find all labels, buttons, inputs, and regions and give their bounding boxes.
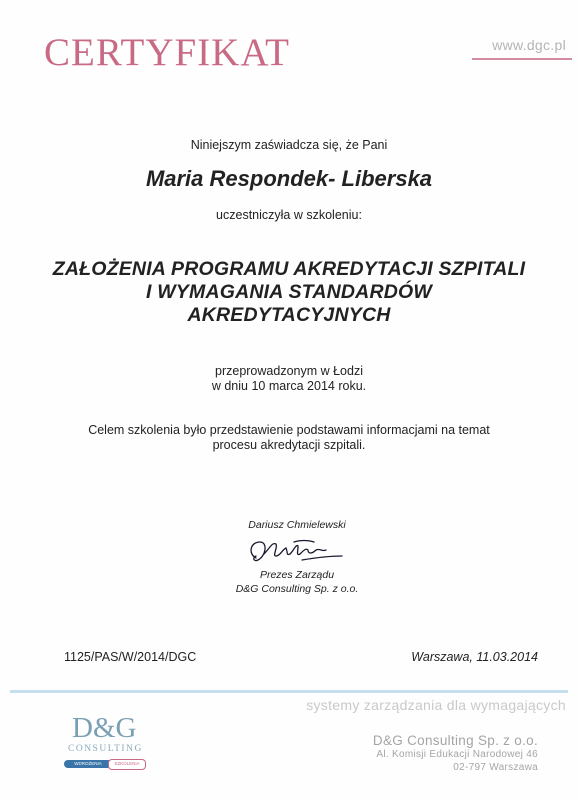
handwritten-signature [242,534,352,568]
signatory-role: Prezes Zarządu [259,569,335,581]
goal-line: Celem szkolenia było przedstawienie podstawami informacjami na temat [88,423,490,437]
logo-band-left: WDROŻENIA [64,760,112,768]
goal-line: procesu akredytacji szpitali. [212,438,366,452]
company-address-block [373,733,538,774]
place-line: przeprowadzonym w Łodzi [215,364,363,378]
signatory-name: Dariusz Chmielewski [248,519,346,531]
company-name: D&G Consulting Sp. z o.o. [372,733,538,748]
footer-divider [10,690,568,693]
signatory-company: D&G Consulting Sp. z o.o. [235,583,359,595]
certificate-number: 1125/PAS/W/2014/DGC [64,650,197,664]
logo-band-right: SZKOLENIA [108,759,146,770]
course-title-line: AKREDYTACYJNYCH [187,304,391,326]
date-line: w dniu 10 marca 2014 roku. [211,379,367,393]
intro-text: Niniejszym zaświadcza się, że Pani [190,138,388,152]
company-street: Al. Komisji Edukacji Narodowej 46 [376,749,538,760]
certificate-title: CERTYFIKAT [44,31,290,74]
issue-place-date: Warszawa, 11.03.2014 [411,650,538,664]
participated-text: uczestniczyła w szkoleniu: [216,208,362,222]
footer-tagline: systemy zarządzania dla wymagających [306,697,566,713]
company-city: 02-797 Warszawa [453,762,538,773]
logo-mark: D&G [72,712,137,744]
participant-name: Maria Respondek- Liberska [145,166,433,191]
training-place-date [0,364,578,394]
header-underline [472,58,572,60]
course-title-line: I WYMAGANIA STANDARDÓW [145,281,433,303]
course-title-line: ZAŁOŻENIA PROGRAMU AKREDYTACJI SZPITALI [52,258,526,280]
company-logo [64,712,164,782]
website-link[interactable]: www.dgc.pl [492,37,566,53]
course-title [0,258,578,327]
signature-block [232,518,362,596]
logo-wordmark: CONSULTING [68,744,143,754]
training-goal [0,423,578,453]
